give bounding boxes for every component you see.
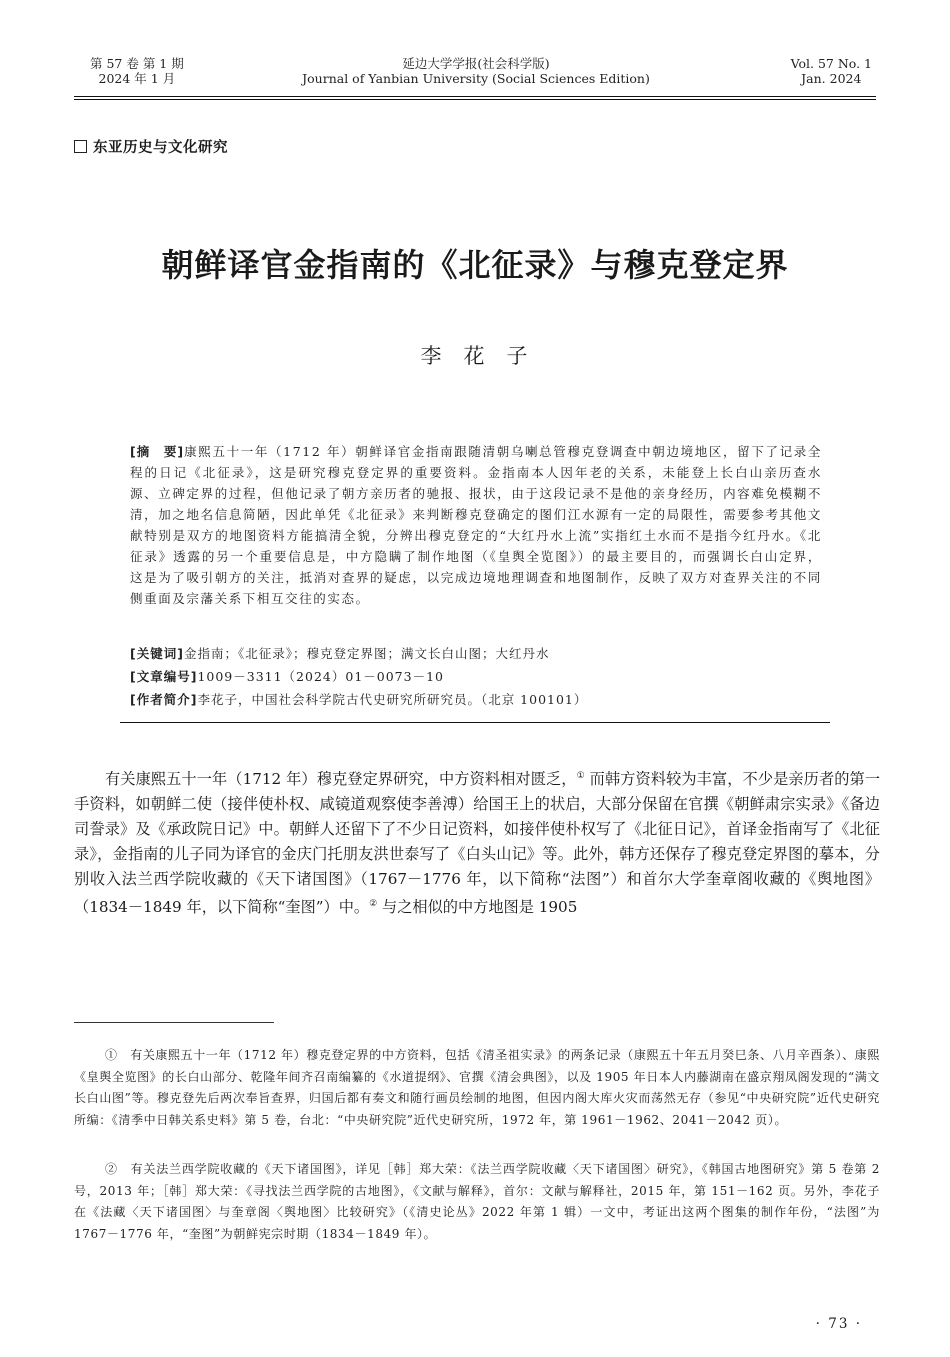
footnote-mark-2: ② — [105, 1162, 118, 1176]
keywords-text: 金指南；《北征录》；穆克登定界图；满文长白山图；大红丹水 — [183, 646, 550, 661]
footnote-text-1: 有关康熙五十一年（1712 年）穆克登定界的中方资料，包括《清圣祖实录》的两条记录（康熙五十年五月癸巳条、八月辛酉条）、康熙《皇舆全览图》的长白山部分、乾隆年间齐召南编纂的《水道提纲》、官撰《清会典图》，以及 1905 年日本人内藤湖南在盛京翔凤阁发现的“满文长白山图”等。穆克登先后两次奉旨查界，归国后都有奏文和随行画员绘制的地图，但因内阁大库火灾而荡然无存（参见“中央研究院”近代史研究所编：《清季中日韩关系史料》第 5 卷，台北：“中央研究院”近代史研究所，1972 年，第 1961－1962、2041－2042 页）。 — [74, 1048, 880, 1127]
footnote-ref-2: ② — [369, 899, 378, 909]
header-journal — [74, 56, 878, 86]
body-paragraph — [74, 764, 880, 920]
section-label: 东亚历史与文化研究 — [93, 140, 228, 156]
header-rule-double — [74, 99, 876, 100]
abstract-label: [摘 要] — [130, 444, 185, 459]
body-text-2: 而韩方资料较为丰富，不少是亲历者的第一手资料，如朝鲜二使（接伴使朴权、咸镜道观察使李善溥）给国王上的状启，大部分保留在官撰《朝鲜肃宗实录》《备边司誊录》及《承政院日记》中。朝鲜人还留下了不少日记资料，如接伴使朴权写了《北征日记》，首译金指南写了《北征录》，金指南的儿子同为译官的金庆门托朋友洪世泰写了《白头山记》等。此外，韩方还保存了穆克登定界图的摹本，分别收入法兰西学院收藏的《天下诸国图》（1767－1776 年，以下简称“法图”）和首尔大学奎章阁收藏的《舆地图》（1834－1849 年，以下简称“奎图”）中。 — [74, 770, 881, 916]
abstract-text: 康熙五十一年（1712 年）朝鲜译官金指南跟随清朝乌喇总管穆克登调查中朝边境地区，留下了记录全程的日记《北征录》，这是研究穆克登定界的重要资料。金指南本人因年老的关系，未能登上长白山亲历查水源、立碑定界的过程，但他记录了朝方亲历者的驰报、报状，由于这段记录不是他的亲身经历，内容难免模糊不清，加之地名信息简陋，因此单凭《北征录》来判断穆克登确定的图们江水源有一定的局限性，需要参考其他文献特别是双方的地图资料方能搞清全貌，分辨出穆克登定的“大红丹水上流”实指红土水而不是指今红丹水。《北征录》透露的另一个重要信息是，中方隐瞒了制作地图（《皇舆全览图》）的最主要目的，而强调长白山定界，这是为了吸引朝方的关注，抵消对查界的疑虑，以完成边境地理调查和地图制作，反映了双方对查界关注的不同侧重面及宗藩关系下相互交往的实态。 — [130, 444, 822, 606]
author-info — [130, 689, 830, 710]
page-number: · 73 · — [815, 1316, 862, 1332]
abstract-rule — [120, 722, 830, 723]
article-author: 李花子 — [420, 344, 550, 368]
article-number-text: 1009－3311（2024）01－0073－10 — [197, 669, 444, 684]
header-date-cn: 2024 年 1 月 — [98, 71, 176, 86]
footnote-1 — [74, 1045, 880, 1131]
running-header — [74, 56, 878, 96]
author-info-label: [作者简介] — [130, 692, 198, 707]
header-date-en: Jan. 2024 — [801, 71, 862, 86]
header-volume-en — [791, 56, 872, 86]
article-number — [130, 666, 830, 687]
article-title: 朝鲜译官金指南的《北征录》与穆克登定界 — [161, 246, 789, 284]
header-rule — [74, 96, 876, 97]
footnote-2 — [74, 1159, 880, 1245]
keywords — [130, 643, 830, 664]
footnote-rule — [74, 1022, 274, 1023]
header-vol-no: Vol. 57 No. 1 — [790, 56, 872, 71]
section-heading — [74, 136, 228, 157]
abstract — [130, 441, 822, 609]
body-text-3: 与之相似的中方地图是 1905 — [377, 898, 578, 916]
keywords-label: [关键词] — [130, 646, 184, 661]
author-info-text: 李花子，中国社会科学院古代史研究所研究员。（北京 100101） — [197, 692, 588, 707]
header-volume-issue: 第 57 卷 第 1 期 — [90, 56, 184, 71]
footnote-text-2: 有关法兰西学院收藏的《天下诸国图》，详见［韩］郑大荣：《法兰西学院收藏〈天下诸国图〉研究》，《韩国古地图研究》第 5 卷第 2 号，2013 年；［韩］郑大荣：《寻找法兰西学院的古地图》，《文献与解释》，首尔：文献与解释社，2015 年，第 151－162 页。另外，李花子在《法藏〈天下诸国图〉与奎章阁〈舆地图〉比较研究》（《清史论丛》2022 年第 1 辑）一文中，考证出这两个图集的制作年份，“法图”为 1767－1776 年，“奎图”为朝鲜宪宗时期（1834－1849 年）。 — [74, 1162, 880, 1241]
article-number-label: [文章编号] — [130, 669, 198, 684]
header-journal-en: Journal of Yanbian University (Social Sciences Edition) — [302, 71, 650, 86]
footnote-mark-1: ① — [105, 1048, 118, 1062]
square-box-icon — [74, 140, 87, 153]
body-text-1: 有关康熙五十一年（1712 年）穆克登定界研究，中方资料相对匮乏， — [105, 770, 577, 788]
footnote-ref-1: ① — [576, 771, 585, 781]
header-journal-cn: 延边大学学报(社会科学版) — [402, 56, 550, 71]
